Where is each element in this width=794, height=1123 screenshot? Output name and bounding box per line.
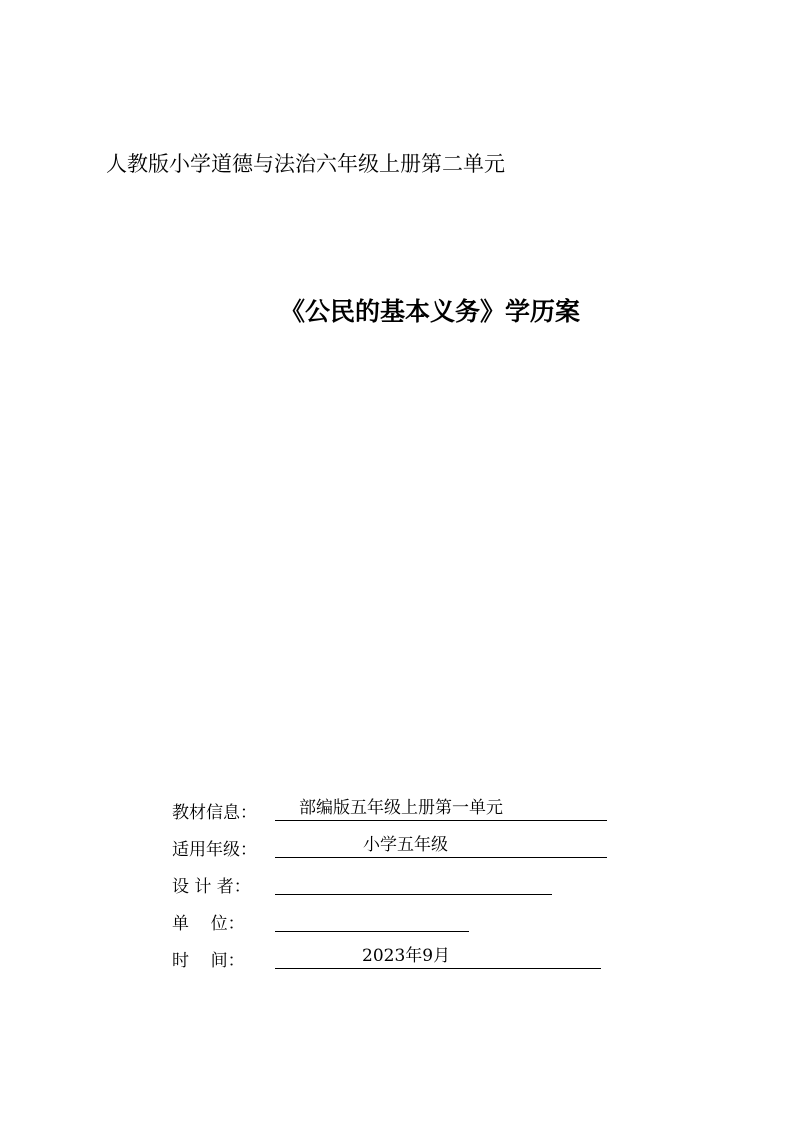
time-label: 时 间： [172,951,245,971]
time-value: 2023年9月 [362,946,451,966]
info-row-time [172,936,622,973]
info-row-grade [172,825,622,862]
info-row-designer [172,862,622,899]
info-row-unit [172,899,622,936]
designer-field [275,870,552,895]
time-field [275,944,601,969]
grade-field [275,833,607,858]
document-title: 《公民的基本义务》学历案 [279,297,580,326]
unit-field [275,907,469,932]
grade-value: 小学五年级 [363,835,448,855]
grade-label: 适用年级： [172,840,257,860]
textbook-label: 教材信息： [172,803,257,823]
textbook-value: 部编版五年级上册第一单元 [299,798,503,818]
info-row-textbook [172,788,622,825]
series-title: 人教版小学道德与法治六年级上册第二单元 [106,152,505,176]
textbook-field [275,796,607,821]
info-block [172,788,622,973]
unit-label: 单 位： [172,914,245,934]
designer-label: 设 计 者： [172,877,251,897]
